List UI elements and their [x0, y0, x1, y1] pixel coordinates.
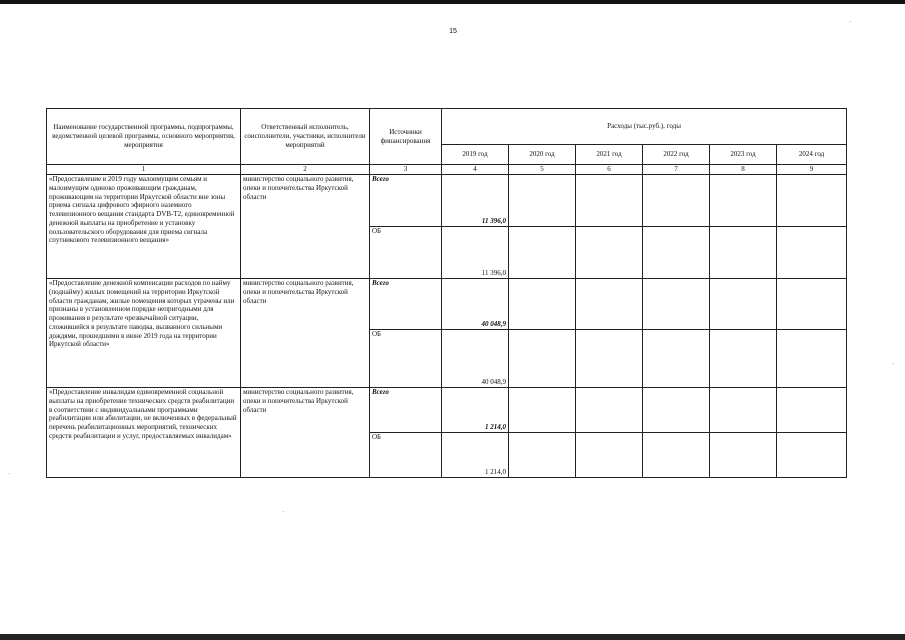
col-number: 2	[241, 165, 370, 175]
source-ob: ОБ	[370, 433, 442, 478]
ob-2019: 11 396,0	[442, 227, 509, 279]
measure-name: «Предоставление денежной компенсации расходов по найму (поднайму) жилых помещений на территории Иркутской области гражданам, жилые помещения которых утрачены или признаны в установленном порядке непригодными для проживания в результате чрезвычайной ситуации, сложившейся в результате паводка, вызванного сильными дождями, прошедшими в июне 2019 года на территории Иркутской области»	[47, 279, 241, 388]
source-ob: ОБ	[370, 227, 442, 279]
col-number: 5	[509, 165, 576, 175]
col-number: 8	[710, 165, 777, 175]
header-expenses: Расходы (тыс.руб.), годы	[442, 109, 847, 145]
total-2019: 1 214,0	[442, 388, 509, 433]
measure-executor: министерство социального развития, опеки и попечительства Иркутской области	[241, 388, 370, 478]
header-year: 2023 год	[710, 145, 777, 165]
header-executor: Ответственный исполнитель, соисполнители, участники, исполнители мероприятий	[241, 109, 370, 165]
header-source: Источники финансирования	[370, 109, 442, 165]
column-numbers-row	[47, 165, 847, 175]
header-year: 2019 год	[442, 145, 509, 165]
header-row	[47, 109, 847, 145]
measure-name: «Предоставление в 2019 году малоимущим семьям и малоимущим одиноко проживающим гражданам, проживающим на территории Иркутской области вне зоны приема сигнала цифрового эфирного наземного телевизионного вещания стандарта DVB-T2, единовременной денежной выплаты на приобретение и установку пользовательского оборудования для приема сигнала спутникового телевизионного вещания»	[47, 175, 241, 279]
header-year: 2024 год	[777, 145, 847, 165]
ob-2019: 40 048,9	[442, 330, 509, 388]
source-total: Всего	[370, 279, 442, 330]
col-number: 4	[442, 165, 509, 175]
expenses-table	[46, 108, 847, 478]
total-2019: 40 048,9	[442, 279, 509, 330]
col-number: 3	[370, 165, 442, 175]
table-row	[47, 175, 847, 227]
source-ob: ОБ	[370, 330, 442, 388]
header-year: 2022 год	[643, 145, 710, 165]
col-number: 6	[576, 165, 643, 175]
header-name: Наименование государственной программы, подпрограммы, ведомственной целевой программы, основного мероприятия, мероприятия	[47, 109, 241, 165]
measure-executor: министерство социального развития, опеки и попечительства Иркутской области	[241, 279, 370, 388]
total-2019: 11 396,0	[442, 175, 509, 227]
col-number: 7	[643, 165, 710, 175]
scan-top-edge	[0, 0, 905, 4]
ob-2019: 1 214,0	[442, 433, 509, 478]
table-row	[47, 279, 847, 330]
header-year: 2020 год	[509, 145, 576, 165]
scan-bottom-edge	[0, 634, 905, 640]
source-total: Всего	[370, 175, 442, 227]
measure-executor: министерство социального развития, опеки и попечительства Иркутской области	[241, 175, 370, 279]
source-total: Всего	[370, 388, 442, 433]
table-row	[47, 388, 847, 433]
page-number: 15	[449, 28, 457, 35]
measure-name: «Предоставление инвалидам единовременной социальной выплаты на приобретение технических средств реабилитации в соответствии с индивидуальными программами реабилитации или абилитации, не включенных в федеральный перечень реабилитационных мероприятий, технических средств реабилитации и услуг, предоставляемых инвалидам»	[47, 388, 241, 478]
header-year: 2021 год	[576, 145, 643, 165]
col-number: 9	[777, 165, 847, 175]
col-number: 1	[47, 165, 241, 175]
